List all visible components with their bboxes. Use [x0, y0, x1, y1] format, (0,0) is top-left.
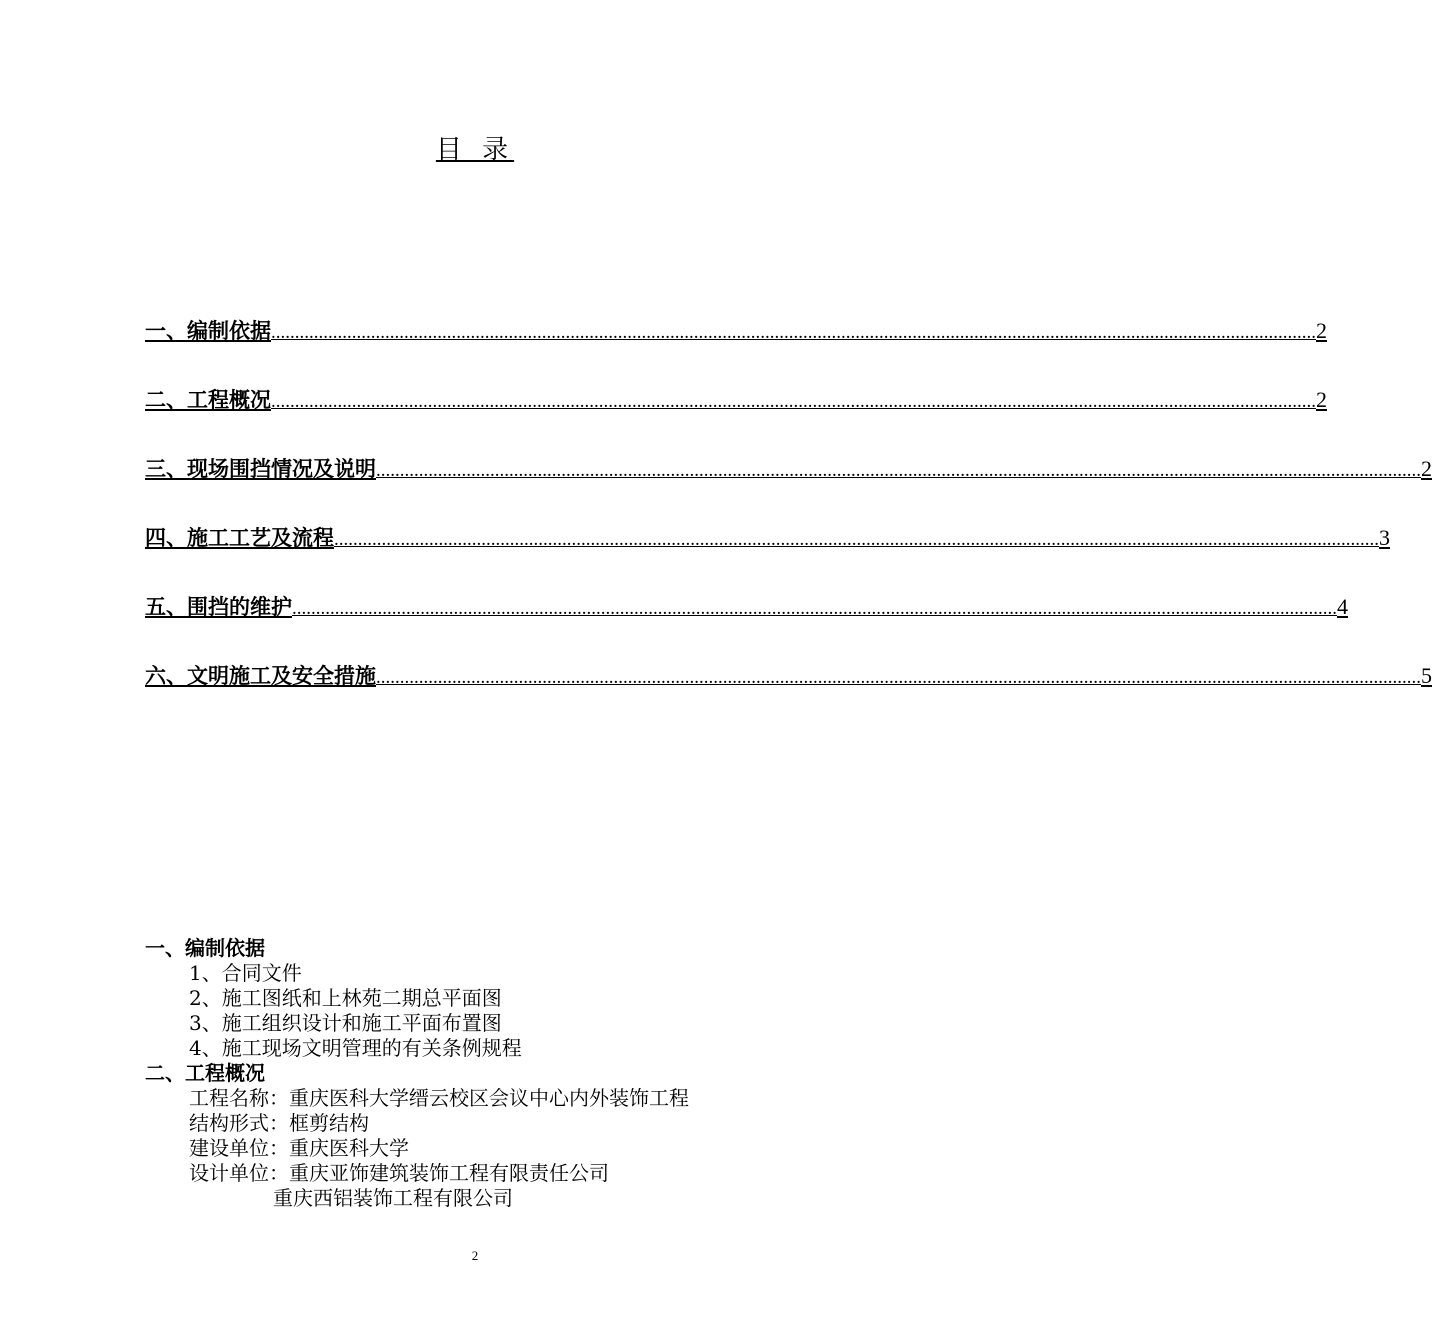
toc-entry-page: 4	[1337, 594, 1348, 619]
toc-entry-label: 四、施工工艺及流程	[145, 526, 334, 550]
list-item: 2、施工图纸和上林苑二期总平面图	[189, 986, 502, 1010]
section-heading: 一、编制依据	[145, 936, 265, 960]
list-item: 建设单位：重庆医科大学	[189, 1136, 409, 1160]
toc-leader-dots: ............................................................................................................................................................................................................................	[271, 391, 1316, 412]
toc-title: 目 录	[435, 135, 515, 165]
toc-leader-dots: ............................................................................................................................................................................................................................	[376, 460, 1421, 481]
section-heading: 二、工程概况	[145, 1061, 265, 1085]
body-content	[145, 936, 689, 1211]
toc-entry-page: 2	[1421, 456, 1432, 481]
toc-entry[interactable]	[145, 657, 1432, 726]
toc-entry-page: 2	[1316, 387, 1327, 412]
list-item: 工程名称：重庆医科大学缙云校区会议中心内外装饰工程	[189, 1086, 689, 1110]
toc-entry-label: 三、现场围挡情况及说明	[145, 457, 376, 481]
toc-entry[interactable]	[145, 588, 1348, 657]
list-item: 设计单位：重庆亚饰建筑装饰工程有限责任公司	[189, 1161, 609, 1185]
toc-entry[interactable]	[145, 312, 1327, 381]
toc-leader-dots: ............................................................................................................................................................................................................................	[271, 322, 1316, 343]
toc-leader-dots: ............................................................................................................................................................................................................................	[376, 667, 1421, 688]
toc-entry-page: 2	[1316, 318, 1327, 343]
toc-leader-dots: ............................................................................................................................................................................................................................	[334, 529, 1379, 550]
list-item: 3、施工组织设计和施工平面布置图	[189, 1011, 502, 1035]
toc-entry-label: 五、围挡的维护	[145, 595, 292, 619]
page-number: 2	[471, 1248, 479, 1263]
list-item: 4、施工现场文明管理的有关条例规程	[189, 1036, 522, 1060]
list-item: 结构形式：框剪结构	[189, 1111, 369, 1135]
toc-entry-label: 六、文明施工及安全措施	[145, 664, 376, 688]
toc-entry-label: 一、编制依据	[145, 319, 271, 343]
toc-entry-label: 二、工程概况	[145, 388, 271, 412]
toc-entry-page: 5	[1421, 663, 1432, 688]
list-item: 1、合同文件	[189, 961, 302, 985]
toc-entry[interactable]	[145, 450, 1432, 519]
toc-entry[interactable]	[145, 519, 1390, 588]
toc-leader-dots: ............................................................................................................................................................................................................................	[292, 598, 1337, 619]
list-item-continuation: 重庆西铝装饰工程有限公司	[273, 1186, 513, 1210]
toc-list	[145, 312, 1432, 726]
toc-entry-page: 3	[1379, 525, 1390, 550]
toc-entry[interactable]	[145, 381, 1327, 450]
